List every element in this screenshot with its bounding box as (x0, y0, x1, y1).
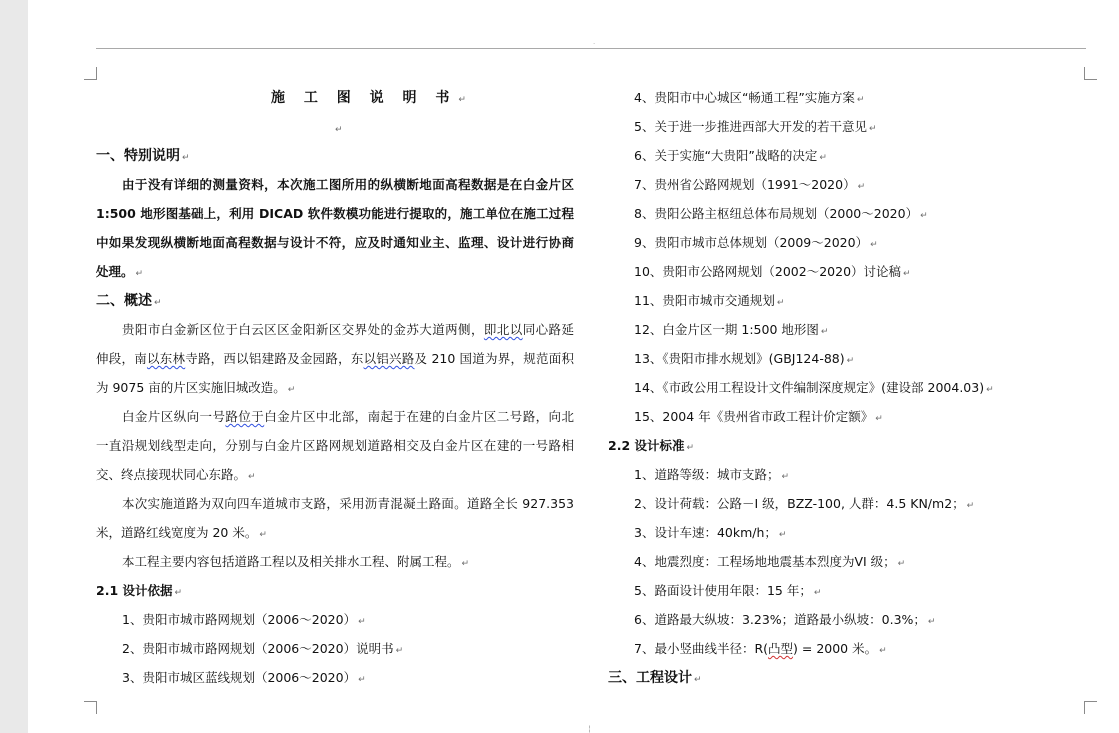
crop-mark-top-right (1084, 67, 1097, 80)
list-item[interactable]: 2、设计荷载：公路－I 级，BZZ-100, 人群：4.5 KN/m2； ↵ (634, 496, 975, 511)
list-item[interactable]: 1、贵阳市城市路网规划（2006～2020） ↵ (122, 612, 366, 627)
paragraph-line[interactable]: 伸段，南以东林寺路，西以铝建路及金园路，东以铝兴路及 210 国道为界，规范面积 (96, 351, 574, 366)
list-item[interactable]: 7、贵州省公路网规划（1991～2020） ↵ (634, 177, 866, 192)
list-item[interactable]: 13、《贵阳市排水规划》(GBJ124-88) ↵ (634, 351, 855, 366)
paragraph-line[interactable]: 中如果发现纵横断地面高程数据与设计不符，应及时通知业主、监理、设计进行协商 (96, 235, 574, 250)
list-item[interactable]: 1、道路等级：城市支路； ↵ (634, 467, 790, 482)
paragraph-line[interactable]: 由于没有详细的测量资料，本次施工图所用的纵横断地面高程数据是在白金片区 (122, 177, 574, 192)
list-item[interactable]: 12、白金片区一期 1:500 地形图 ↵ (634, 322, 829, 337)
section-heading-engineering-design[interactable]: 三、工程设计 ↵ (608, 670, 702, 686)
header-marker: · (593, 40, 596, 48)
header-rule (96, 48, 1086, 49)
section-heading-special-notes[interactable]: 一、特别说明 ↵ (96, 148, 190, 164)
list-item[interactable]: 9、贵阳市城市总体规划（2009～2020） ↵ (634, 235, 878, 250)
paragraph-line[interactable]: 处理。 ↵ (96, 264, 144, 279)
list-item[interactable]: 3、设计车速：40km/h； ↵ (634, 525, 787, 540)
subsection-heading-design-basis[interactable]: 2.1 设计依据 ↵ (96, 583, 183, 598)
list-item[interactable]: 11、贵阳市城市交通规划 ↵ (634, 293, 785, 308)
paragraph-line[interactable]: 一直沿规划线型走向，分别与白金片区路网规划道路相交及白金片区在建的一号路相 (96, 438, 574, 453)
section-heading-overview[interactable]: 二、概述 ↵ (96, 293, 162, 309)
crop-mark-bottom-left (84, 701, 97, 714)
list-item[interactable]: 5、关于进一步推进西部大开发的若干意见 ↵ (634, 119, 877, 134)
list-item[interactable]: 5、路面设计使用年限：15 年； ↵ (634, 583, 822, 598)
document-title[interactable]: 施 工 图 说 明 书 ↵ (271, 90, 473, 106)
paragraph-line[interactable]: 本次实施道路为双向四车道城市支路，采用沥青混凝土路面。道路全长 927.353 (122, 496, 574, 511)
list-item[interactable]: 15、2004 年《贵州省市政工程计价定额》 ↵ (634, 409, 883, 424)
paragraph-line[interactable]: 1:500 地形图基础上，利用 DICAD 软件数模功能进行提取的，施工单位在施工过程 (96, 206, 574, 221)
paragraph-line[interactable]: 米，道路红线宽度为 20 米。 ↵ (96, 525, 267, 540)
list-item[interactable]: 4、贵阳市中心城区“畅通工程”实施方案 ↵ (634, 90, 865, 105)
list-item[interactable]: 14、《市政公用工程设计文件编制深度规定》(建设部 2004.03) ↵ (634, 380, 994, 395)
subsection-heading-design-standards[interactable]: 2.2 设计标准 ↵ (608, 438, 695, 453)
list-item[interactable]: 10、贵阳市公路网规划（2002～2020）讨论稿 ↵ (634, 264, 911, 279)
paragraph-line[interactable]: 贵阳市白金新区位于白云区区金阳新区交界处的金苏大道两侧，即北以同心路延 (122, 322, 574, 337)
paragraph-line[interactable]: 白金片区纵向一号路位于白金片区中北部，南起于在建的白金片区二号路，向北 (122, 409, 574, 424)
list-item[interactable]: 6、关于实施“大贵阳”战略的决定 ↵ (634, 148, 827, 163)
paragraph-line[interactable]: 交、终点接现状同心东路。 ↵ (96, 467, 256, 482)
document-page (28, 0, 1119, 733)
list-item[interactable]: 3、贵阳市城区蓝线规划（2006～2020） ↵ (122, 670, 366, 685)
paragraph-line[interactable]: 为 9075 亩的片区实施旧城改造。 ↵ (96, 380, 296, 395)
list-item[interactable]: 8、贵阳公路主枢纽总体布局规划（2000～2020） ↵ (634, 206, 928, 221)
list-item[interactable]: 6、道路最大纵坡：3.23%；道路最小纵坡：0.3%； ↵ (634, 612, 936, 627)
empty-paragraph[interactable]: ↵ (335, 125, 343, 135)
paragraph-line[interactable]: 本工程主要内容包括道路工程以及相关排水工程、附属工程。 ↵ (122, 554, 470, 569)
crop-mark-bottom-right (1084, 701, 1097, 714)
list-item[interactable]: 4、地震烈度：工程场地地震基本烈度为VI 级； ↵ (634, 554, 906, 569)
list-item[interactable]: 2、贵阳市城市路网规划（2006～2020）说明书 ↵ (122, 641, 404, 656)
page-bottom-marker: ¦ (588, 724, 591, 733)
crop-mark-top-left (84, 67, 97, 80)
list-item[interactable]: 7、最小竖曲线半径：R(凸型) = 2000 米。 ↵ (634, 641, 887, 656)
